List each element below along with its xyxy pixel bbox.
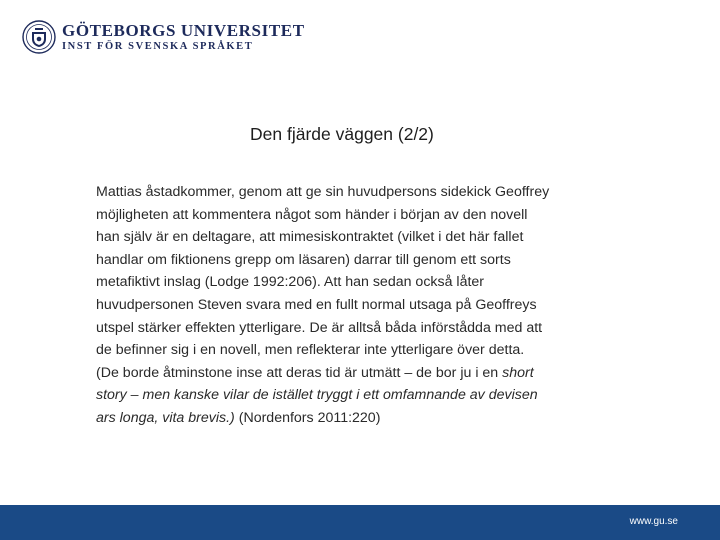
body-line: utspel stärker effekten ytterligare. De är alltså båda införstådda med att — [96, 319, 543, 336]
italic-text-run: story – men kanske vilar de istället tryggt i ett omfamnande av devisen — [96, 387, 538, 404]
university-logo — [22, 20, 305, 54]
body-line: metafiktivt inslag (Lodge 1992:206). Att han sedan också låter — [96, 274, 485, 291]
body-line: huvudpersonen Steven svara med en fullt normal utsaga på Geoffreys — [96, 296, 537, 313]
body-line — [96, 362, 636, 385]
body-line: möjligheten att kommentera något som händer i början av den novell — [96, 206, 528, 223]
body-line: Mattias åstadkommer, genom att ge sin huvudpersons sidekick Geoffrey — [96, 184, 550, 200]
body-paragraph — [96, 181, 636, 430]
footer-bar — [0, 505, 720, 540]
italic-text-run: short — [502, 364, 534, 381]
citation-text: (Nordenfors 2011:220) — [234, 409, 381, 426]
body-line: de befinner sig i en novell, men reflekterar inte ytterligare över detta. — [96, 342, 525, 359]
body-line — [96, 384, 636, 407]
body-line: handlar om fiktionens grepp om läsaren) darrar till genom ett sorts — [96, 251, 511, 268]
body-text-run: (De borde åtminstone inse att deras tid är utmätt – de bor ju i en — [96, 364, 503, 381]
university-name: GÖTEBORGS UNIVERSITET — [62, 20, 305, 40]
university-seal-icon — [22, 20, 56, 54]
body-line: han själv är en deltagare, att mimesiskontraktet (vilket i det här fallet — [96, 229, 524, 246]
department-name: INST FÖR SVENSKA SPRÅKET — [62, 40, 254, 52]
italic-text-run: ars longa, vita brevis.) — [96, 409, 235, 426]
footer-url-link[interactable]: www.gu.se — [629, 516, 678, 527]
body-line — [96, 407, 636, 430]
slide-title: Den fjärde väggen (2/2) — [250, 124, 434, 144]
